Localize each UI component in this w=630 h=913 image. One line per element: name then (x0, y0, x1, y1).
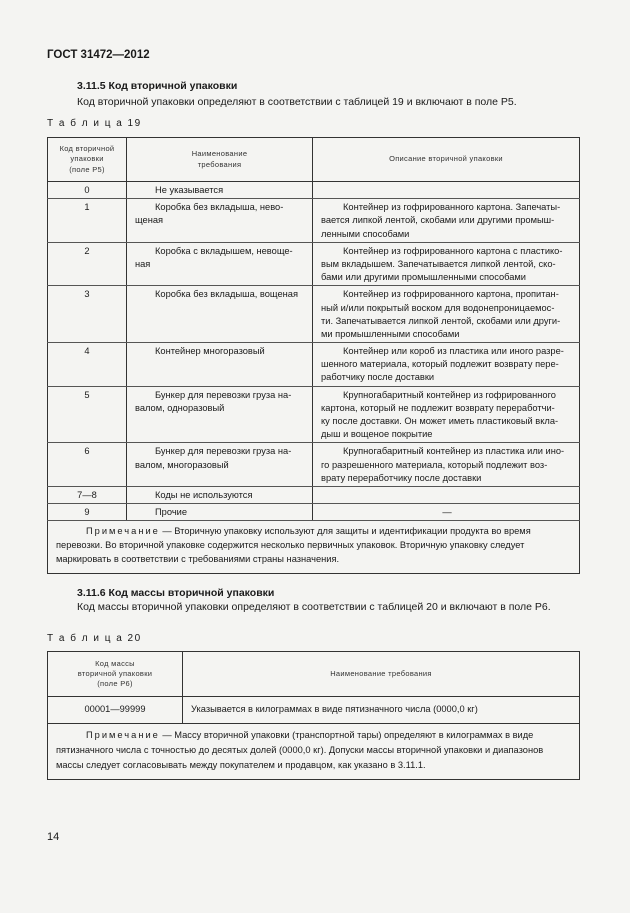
table-row (48, 504, 580, 521)
cell-line: ми промышленными способами (321, 328, 460, 339)
cell-text: Коробка без вкладыша, нево- (155, 202, 284, 213)
cell-line (135, 245, 304, 258)
cell-code: 6 (48, 443, 127, 487)
cell-line: ку после доставки. Он может иметь пластиковый вкла- (321, 416, 559, 426)
cell-name (127, 504, 313, 521)
cell-text: Крупногабаритный контейнер из гофрированного (343, 389, 556, 400)
cell-line (135, 288, 304, 301)
cell-name (127, 199, 313, 243)
cell-line: картона, который не подлежит возврату переработчи- (321, 402, 555, 413)
section-text-3-11-6: Код массы вторичной упаковки определяют в соответствии с таблицей 20 и включают в поле Р6. (77, 601, 551, 613)
cell-desc (313, 486, 580, 503)
note-label: Примечание (86, 730, 160, 740)
table-19-header-code (48, 138, 127, 182)
cell-code: 0 (48, 182, 127, 199)
header-line: упаковки (70, 154, 104, 164)
table-19-header-desc: Описание вторичной упаковки (313, 138, 580, 182)
header-line: Код массы (95, 658, 135, 668)
header-line: требования (197, 159, 242, 169)
note-line: маркировать в соответствии с требованиями страны назначения. (56, 554, 340, 565)
cell-line: ная (135, 258, 151, 269)
section-title-3-11-6: 3.11.6 Код массы вторичной упаковки (77, 587, 275, 599)
cell-name (127, 286, 313, 343)
cell-text: Коробка без вкладыша, вощеная (155, 289, 298, 300)
cell-line: ный и/или покрытый воском для водонепроницаемос- (321, 302, 555, 313)
page-number: 14 (47, 831, 60, 843)
cell-code: 4 (48, 343, 127, 387)
note-line: — Вторичную упаковку используют для защиты и идентификации продукта во время (162, 526, 531, 537)
cell-text: Контейнер или короб из пластика или иного разре- (343, 346, 564, 357)
header-line: Код вторичной (59, 144, 115, 154)
header-line: (поле Р5) (69, 164, 105, 174)
section-title-3-11-5: 3.11.5 Код вторичной упаковки (77, 80, 238, 92)
cell-name: Указывается в килограммах в виде пятизначного числа (0000,0 кг) (183, 697, 580, 724)
table-20-note (48, 724, 580, 780)
cell-text: Контейнер из гофрированного картона. Запечаты- (343, 202, 561, 213)
cell-code: 5 (48, 386, 127, 443)
cell-line: работчику после доставки (321, 372, 435, 383)
cell-line: валом, многоразовый (135, 459, 229, 470)
note-line: — Массу вторичной упаковки (транспортной тары) определяют в килограммах в виде (162, 730, 534, 740)
table-row (48, 443, 580, 487)
cell-line (135, 345, 304, 358)
table-row (48, 199, 580, 243)
table-row (48, 242, 580, 286)
table-19-caption: Т а б л и ц а 19 (47, 118, 142, 129)
cell-text: Контейнер многоразовый (155, 346, 265, 357)
table-19 (47, 137, 580, 574)
cell-line (321, 345, 573, 358)
cell-code: 2 (48, 242, 127, 286)
document-header: ГОСТ 31472—2012 (47, 49, 150, 61)
cell-desc (313, 504, 580, 521)
cell-desc (313, 343, 580, 387)
cell-desc (313, 199, 580, 243)
table-20-header-code (48, 652, 183, 697)
cell-line: щеная (135, 215, 164, 226)
table-row (48, 182, 580, 199)
cell-desc (313, 182, 580, 199)
cell-line (135, 445, 304, 458)
cell-line: шенного материала, который подлежит возврату пере- (321, 359, 559, 370)
cell-name (127, 386, 313, 443)
cell-line (135, 389, 304, 402)
cell-text: Бункер для перевозки груза на- (155, 446, 292, 457)
cell-line (321, 445, 573, 458)
cell-text: Коробка с вкладышем, невоще- (155, 245, 293, 256)
table-19-header-name (127, 138, 313, 182)
note-line: пятизначного числа с точностью до десятых долей (0000,0 кг). Допуски массы вторичной упаковки и диапазонов (56, 744, 544, 755)
cell-text: Не указывается (155, 185, 224, 195)
section-text-3-11-5: Код вторичной упаковки определяют в соответствии с таблицей 19 и включают в поле Р5. (77, 96, 517, 108)
cell-name (127, 443, 313, 487)
table-row (48, 486, 580, 503)
cell-code: 7—8 (48, 486, 127, 503)
cell-line (321, 389, 573, 402)
cell-name (127, 182, 313, 199)
table-19-note (48, 521, 580, 574)
cell-line (321, 245, 573, 258)
cell-line (321, 201, 573, 214)
cell-text: Прочие (155, 507, 188, 518)
cell-desc (313, 386, 580, 443)
cell-line: вым вкладышем. Запечатывается липкой лентой, ско- (321, 258, 556, 269)
cell-line: ти. Запечатывается липкой лентой, скобами или други- (321, 315, 561, 326)
cell-name (127, 486, 313, 503)
table-row (48, 343, 580, 387)
table-row (48, 286, 580, 343)
cell-desc (313, 242, 580, 286)
cell-line: ленными способами (321, 228, 410, 239)
cell-code: 3 (48, 286, 127, 343)
cell-desc (313, 286, 580, 343)
cell-name (127, 242, 313, 286)
cell-code: 9 (48, 504, 127, 521)
table-row (48, 697, 580, 724)
header-line: Наименование (191, 149, 248, 159)
cell-text: Коды не используются (155, 489, 253, 500)
cell-code: 00001—99999 (48, 697, 183, 724)
cell-name (127, 343, 313, 387)
table-19-body (48, 182, 580, 521)
header-line: вторичной упаковки (77, 668, 153, 678)
cell-line: — (442, 507, 452, 518)
cell-line (135, 184, 304, 197)
cell-text: Бункер для перевозки груза на- (155, 389, 292, 400)
table-20-caption: Т а б л и ц а 20 (47, 633, 142, 644)
cell-desc (313, 443, 580, 487)
header-line: (поле Р6) (97, 679, 133, 689)
cell-text: Контейнер из гофрированного картона, пропитан- (343, 289, 559, 300)
table-row (48, 386, 580, 443)
table-20 (47, 651, 580, 780)
cell-text: Крупногабаритный контейнер из пластика или ино- (343, 446, 565, 457)
cell-line (135, 506, 304, 519)
cell-line: бами или другими промышленными способами (321, 272, 526, 283)
table-20-header-name: Наименование требования (183, 652, 580, 697)
note-line: перевозки. Во вторичной упаковке содержится несколько первичных упаковок. Вторичную упаковку следует (56, 540, 525, 551)
cell-line: вается липкой лентой, скобами или другими промыш- (321, 215, 555, 226)
note-line: массы следует согласовывать между покупателем и продавцом, как указано в 3.11.1. (56, 759, 426, 770)
cell-line (135, 489, 304, 502)
cell-line: го разрешенного материала, который подлежит воз- (321, 459, 548, 470)
note-label: Примечание (86, 526, 160, 537)
cell-line (135, 201, 304, 214)
cell-text: Контейнер из гофрированного картона с пластико- (343, 245, 563, 256)
cell-line: врату переработчику после доставки (321, 472, 482, 483)
cell-line: валом, одноразовый (135, 402, 225, 413)
cell-line (321, 288, 573, 301)
cell-line: дыш и вощеное покрытие (321, 429, 433, 440)
cell-code: 1 (48, 199, 127, 243)
